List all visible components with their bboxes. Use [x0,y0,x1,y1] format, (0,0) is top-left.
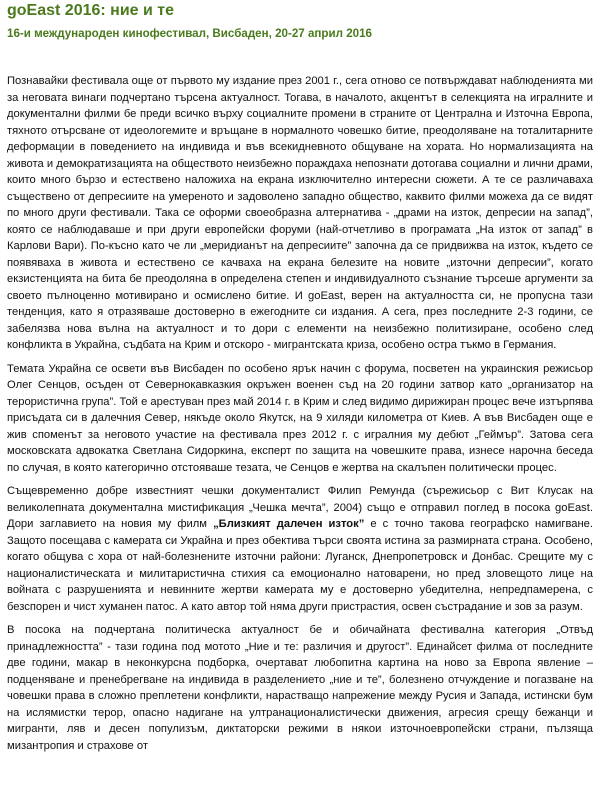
article-subtitle: 16-и международен кинофестивал, Висбаден, 20-27 април 2016 [7,27,372,40]
article-title: goEast 2016: ние и те [7,2,175,19]
paragraph-3-text-end: е с точно такова географско намигване. Защото посещава с камерата си Украйна и през обектива търси своята истина за размирната страна. Особено, когато общува с хора от най-болезнените източни райони: Луганск, Днепропетровск и Донбас. Срещите му с националистическата и милитаристична стихия са емоционално натоварени, но пред зловещото лице на войната с разрушенията и невинните жертви камерата му е достоверно убедителна, непредпамерена, с безспорен и чист хуманен патос. А като автор той няма други пристрастия, освен състраданиe и зов за разум. [7,518,593,613]
paragraph-1: Познавайки фестивала още от първото му издание през 2001 г., сега отново се потвърждават наблюденията ми за неговата винаги подчертано търсена актуалност. Тогава, в началото, акцентът в селекцията на игралните и документални филми бе преди всичко върху социалните промени в страните от Централна и Източна Европа, тяхното отърсване от идеологемите и връщане в нормалното човешко битие, преодоляване на тоталитарните деформации в поведението на индивида и във всекидневното общуване на хората. Но нормализацията на живота и демократизацията на обществото неизбежно пораждаха непознати дотогава социални и лични драми, които много бързо и естествено наложиха на екрана изключително интересни сюжети. А те се различаваха съществено от депресиите на умереното и задоволено западно общество, каквито филми можеха да се видят по много други фестивали. Така се оформи своеобразна алтернатива - „драми на изток, депресии на запад”, която се наблюдаваше и при други европейски форуми (най-отчетливо в програмата „На изток от запад” в Карлови Вари). По-късно като че ли „меридианът на депресиите” започна да се придвижва на изток, където се появяваха в живота и естествено се качваха на екрана белезите на новите „източни депресии”, когато екзистенцията на бита бе преодоляна в определена степен и индивидуалното съзнание търсеше аргументи за своето пълноценно мотивирано и осмислено битие. И goEast, верен на актуалността си, не пропусна тази тенденция, като я отразяваше достоверно в ежегодните си издания. А сега, през последните 2-3 години, се забелязва нова вълна на актуалност и то дори с елементи на неизбежно политизиране, особено след конфликта в Украйна, съдбата на Крим и отскоро - мигрантската криза, особено остра тъкмо в Германия. [7,75,593,351]
paragraph-2: Темата Украйна се освети във Висбаден по особено ярък начин с форума, посветен на украинския режисьор Олег Сенцов, осъден от Севернокавказкия окръжен военен съд на 20 години затвор като „организатор на терористична група”. Той е арестуван през май 2014 г. в Крим и след видимо дирижиран процес вече изтърпява присъдата си в далечния Север, някъде около Якутск, на 9 хиляди километра от Киев. А във Висбаден още е жив споменът за неговото участие на фестивала през 2012 г. с игралния му дебют „Геймър”. Затова сега московската адвокатка Светлана Сидоркина, експерт по защита на човешките права, изнесе нарочна беседа по случая, в която категорично отстояваше тезата, че Сенцов е жертва на скалъпен политически процес. [7,362,593,474]
article-body [7,73,593,754]
paragraph-4: В посока на подчертана политическа актуалност бе и обичайната фестивална категория „Отвъд принадлежността” - тази година под мотото „Ние и те: различия и другост”. Единайсет филма от последните две години, макар в неконкурсна подборка, очертават любопитна картина на ново за Европа явление – подценяване и пренебрегване на индивида в разделението „ние и те”, болезнено отчуждение и погазване на човешки права в сложно преплетени конфликти, нарастващо напрежение между Русия и Запада, истински бум на ислямистки терор, опасно надигане на ултранационалистически движения, агресия срещу бежанци и мигранти, ляв и десен популизъм, диктаторски режими в някои източноевропейски страни, пълзяща мизантропия и страхове от [7,624,593,752]
film-title-bold: „Близкият далечен изток” [213,518,365,530]
paragraph-3-text-start: Същевременно добре известният чешки документалист Филип Ремунда (сърежисьор с Вит Клусак на великолепната документална мистификация „Чешка мечта”, 2004) също е отправил поглед в посока goEast. Дори заглавието на новия му филм [7,485,593,530]
paragraph-3 [7,483,593,615]
